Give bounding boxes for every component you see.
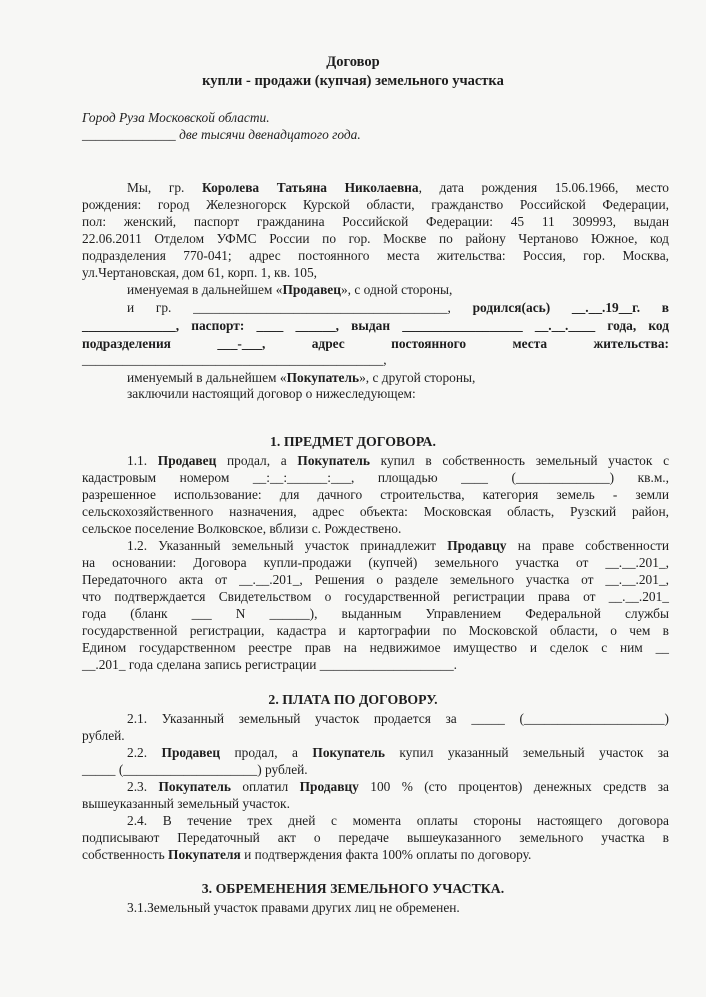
role-buyer: Покупателя xyxy=(168,847,241,862)
role-buyer: Покупатель xyxy=(297,453,370,468)
parties-line-3: пол: женский, паспорт гражданина Российской Федерации: 45 11 309993, выдан xyxy=(82,214,669,229)
role-seller: Продавцу xyxy=(447,538,507,553)
buyer-birth: родился(ась) __.__.19__г. в xyxy=(472,300,669,315)
role-buyer: Покупатель xyxy=(158,779,231,794)
text-span: 1.2. Указанный земельный участок принадлежит xyxy=(127,538,448,553)
parties-line-10: подразделения ___-___, адрес постоянного места жительства: xyxy=(82,336,669,351)
section-3-heading: 3. ОБРЕМЕНЕНИЯ ЗЕМЕЛЬНОГО УЧАСТКА. xyxy=(201,881,505,896)
text-span: , дата рождения 15.06.1966, место xyxy=(418,180,669,195)
seller-name: Королева Татьяна Николаевна xyxy=(202,180,419,195)
role-buyer: Покупатель xyxy=(286,370,360,385)
text-span: 1.1. xyxy=(127,453,158,468)
document-title: Договор xyxy=(326,54,380,70)
s2-line-8: подписывают Передаточный акт о передаче вышеуказанного земельного участка в xyxy=(82,830,669,845)
text-span: 100 % (сто процентов) денежных средств за xyxy=(358,779,670,794)
s1-line-6 xyxy=(127,538,669,554)
s2-line-4: _____ (____________________) рублей. xyxy=(82,762,308,777)
s1-line-13: __.201_ года сделана запись регистрации ____________________. xyxy=(82,657,458,672)
parties-line-11: _____________________________________________, xyxy=(82,352,387,367)
s1-line-8: Передаточного акта от __.__.201_, Решения о разделе земельного участка от __.__.201_, xyxy=(82,572,669,587)
text-span: купил в собственность земельный участок с xyxy=(369,453,670,468)
s1-line-9: что подтверждается Свидетельством о государственной регистрации права от __.__.201_ xyxy=(82,589,669,604)
s2-line-6: вышеуказанный земельный участок. xyxy=(82,796,290,811)
role-seller: Продавец xyxy=(161,745,221,760)
s1-line-4: сельскохозяйственного назначения, адрес объекта: Московская область, Рузский район, xyxy=(82,504,669,519)
role-seller: Продавец xyxy=(157,453,217,468)
parties-line-7 xyxy=(127,282,452,298)
s1-line-5: сельское поселение Волковское, вблизи с. Рождествено. xyxy=(82,521,402,536)
s1-line-2: кадастровым номером __:__:______:___, площадью ____ (______________) кв.м., xyxy=(82,470,669,485)
text-span: 2.3. xyxy=(127,779,159,794)
city-line: Город Руза Московской области. xyxy=(82,110,270,125)
parties-line-5: подразделения 770-041; адрес постоянного места жительства: Россия, гор. Москва, xyxy=(82,248,669,263)
section-1-heading: 1. ПРЕДМЕТ ДОГОВОРА. xyxy=(270,434,436,449)
text-span: собственность xyxy=(82,847,169,862)
text-span: Мы, гр. xyxy=(127,180,203,195)
s1-line-7: на основании: Договора купли-продажи (купчей) земельного участка от __.__.201_, xyxy=(82,555,669,570)
s1-line-1 xyxy=(127,453,669,469)
text-span: и гр. ______________________________________, xyxy=(127,300,473,315)
text-span: 2.2. xyxy=(127,745,162,760)
text-span: », с другой стороны, xyxy=(359,370,476,385)
s1-line-3: разрешенное использование: для дачного строительства, категория земель - земли xyxy=(82,487,669,502)
text-span: продал, а xyxy=(216,453,298,468)
text-span: именуемая в дальнейшем « xyxy=(127,282,283,297)
s1-line-12: Едином государственном реестре прав на недвижимое имущество и сделок с ним __ xyxy=(82,640,669,655)
text-span: и подтверждения факта 100% оплаты по договору. xyxy=(240,847,532,862)
parties-line-1 xyxy=(127,180,669,196)
parties-line-6: ул.Чертановская, дом 61, корп. 1, кв. 105, xyxy=(82,265,317,280)
s2-line-3 xyxy=(127,745,669,761)
s2-line-1: 2.1. Указанный земельный участок продается за _____ (_____________________) xyxy=(127,711,669,726)
role-seller: Продавцу xyxy=(299,779,359,794)
document-subtitle: купли - продажи (купчая) земельного участка xyxy=(202,73,504,89)
parties-line-13: заключили настоящий договор о нижеследующем: xyxy=(127,386,416,401)
text-span: именуемый в дальнейшем « xyxy=(127,370,287,385)
text-span: », с одной стороны, xyxy=(340,282,453,297)
s2-line-5 xyxy=(127,779,669,795)
date-line: ______________ две тысячи двенадцатого года. xyxy=(82,127,361,142)
s1-line-11: государственной регистрации, кадастра и картографии по Московской области, о чем в xyxy=(82,623,669,638)
s2-line-2: рублей. xyxy=(82,728,125,743)
parties-line-2: рождения: город Железногорск Курской области, гражданство Российской Федерации, xyxy=(82,197,669,212)
text-span: оплатил xyxy=(230,779,300,794)
parties-line-9: ______________, паспорт: ____ ______, выдан __________________ __.__.____ года, код xyxy=(82,318,669,333)
s1-line-10: года (бланк ___ N ______), выданным Управлением Федеральной службы xyxy=(82,606,669,621)
role-seller: Продавец xyxy=(282,282,341,297)
role-buyer: Покупатель xyxy=(312,745,385,760)
s2-line-7: 2.4. В течение трех дней с момента оплаты стороны настоящего договора xyxy=(127,813,669,828)
text-span: продал, а xyxy=(220,745,313,760)
section-2-heading: 2. ПЛАТА ПО ДОГОВОРУ. xyxy=(268,692,438,707)
parties-line-4: 22.06.2011 Отделом УФМС России по гор. Москве по району Чертаново Южное, код xyxy=(82,231,669,246)
parties-line-8 xyxy=(127,300,669,316)
s2-line-9 xyxy=(82,847,531,863)
s3-line-1: 3.1.Земельный участок правами других лиц не обременен. xyxy=(127,900,460,915)
parties-line-12 xyxy=(127,370,475,386)
text-span: на праве собственности xyxy=(506,538,669,553)
text-span: купил указанный земельный участок за xyxy=(384,745,669,760)
